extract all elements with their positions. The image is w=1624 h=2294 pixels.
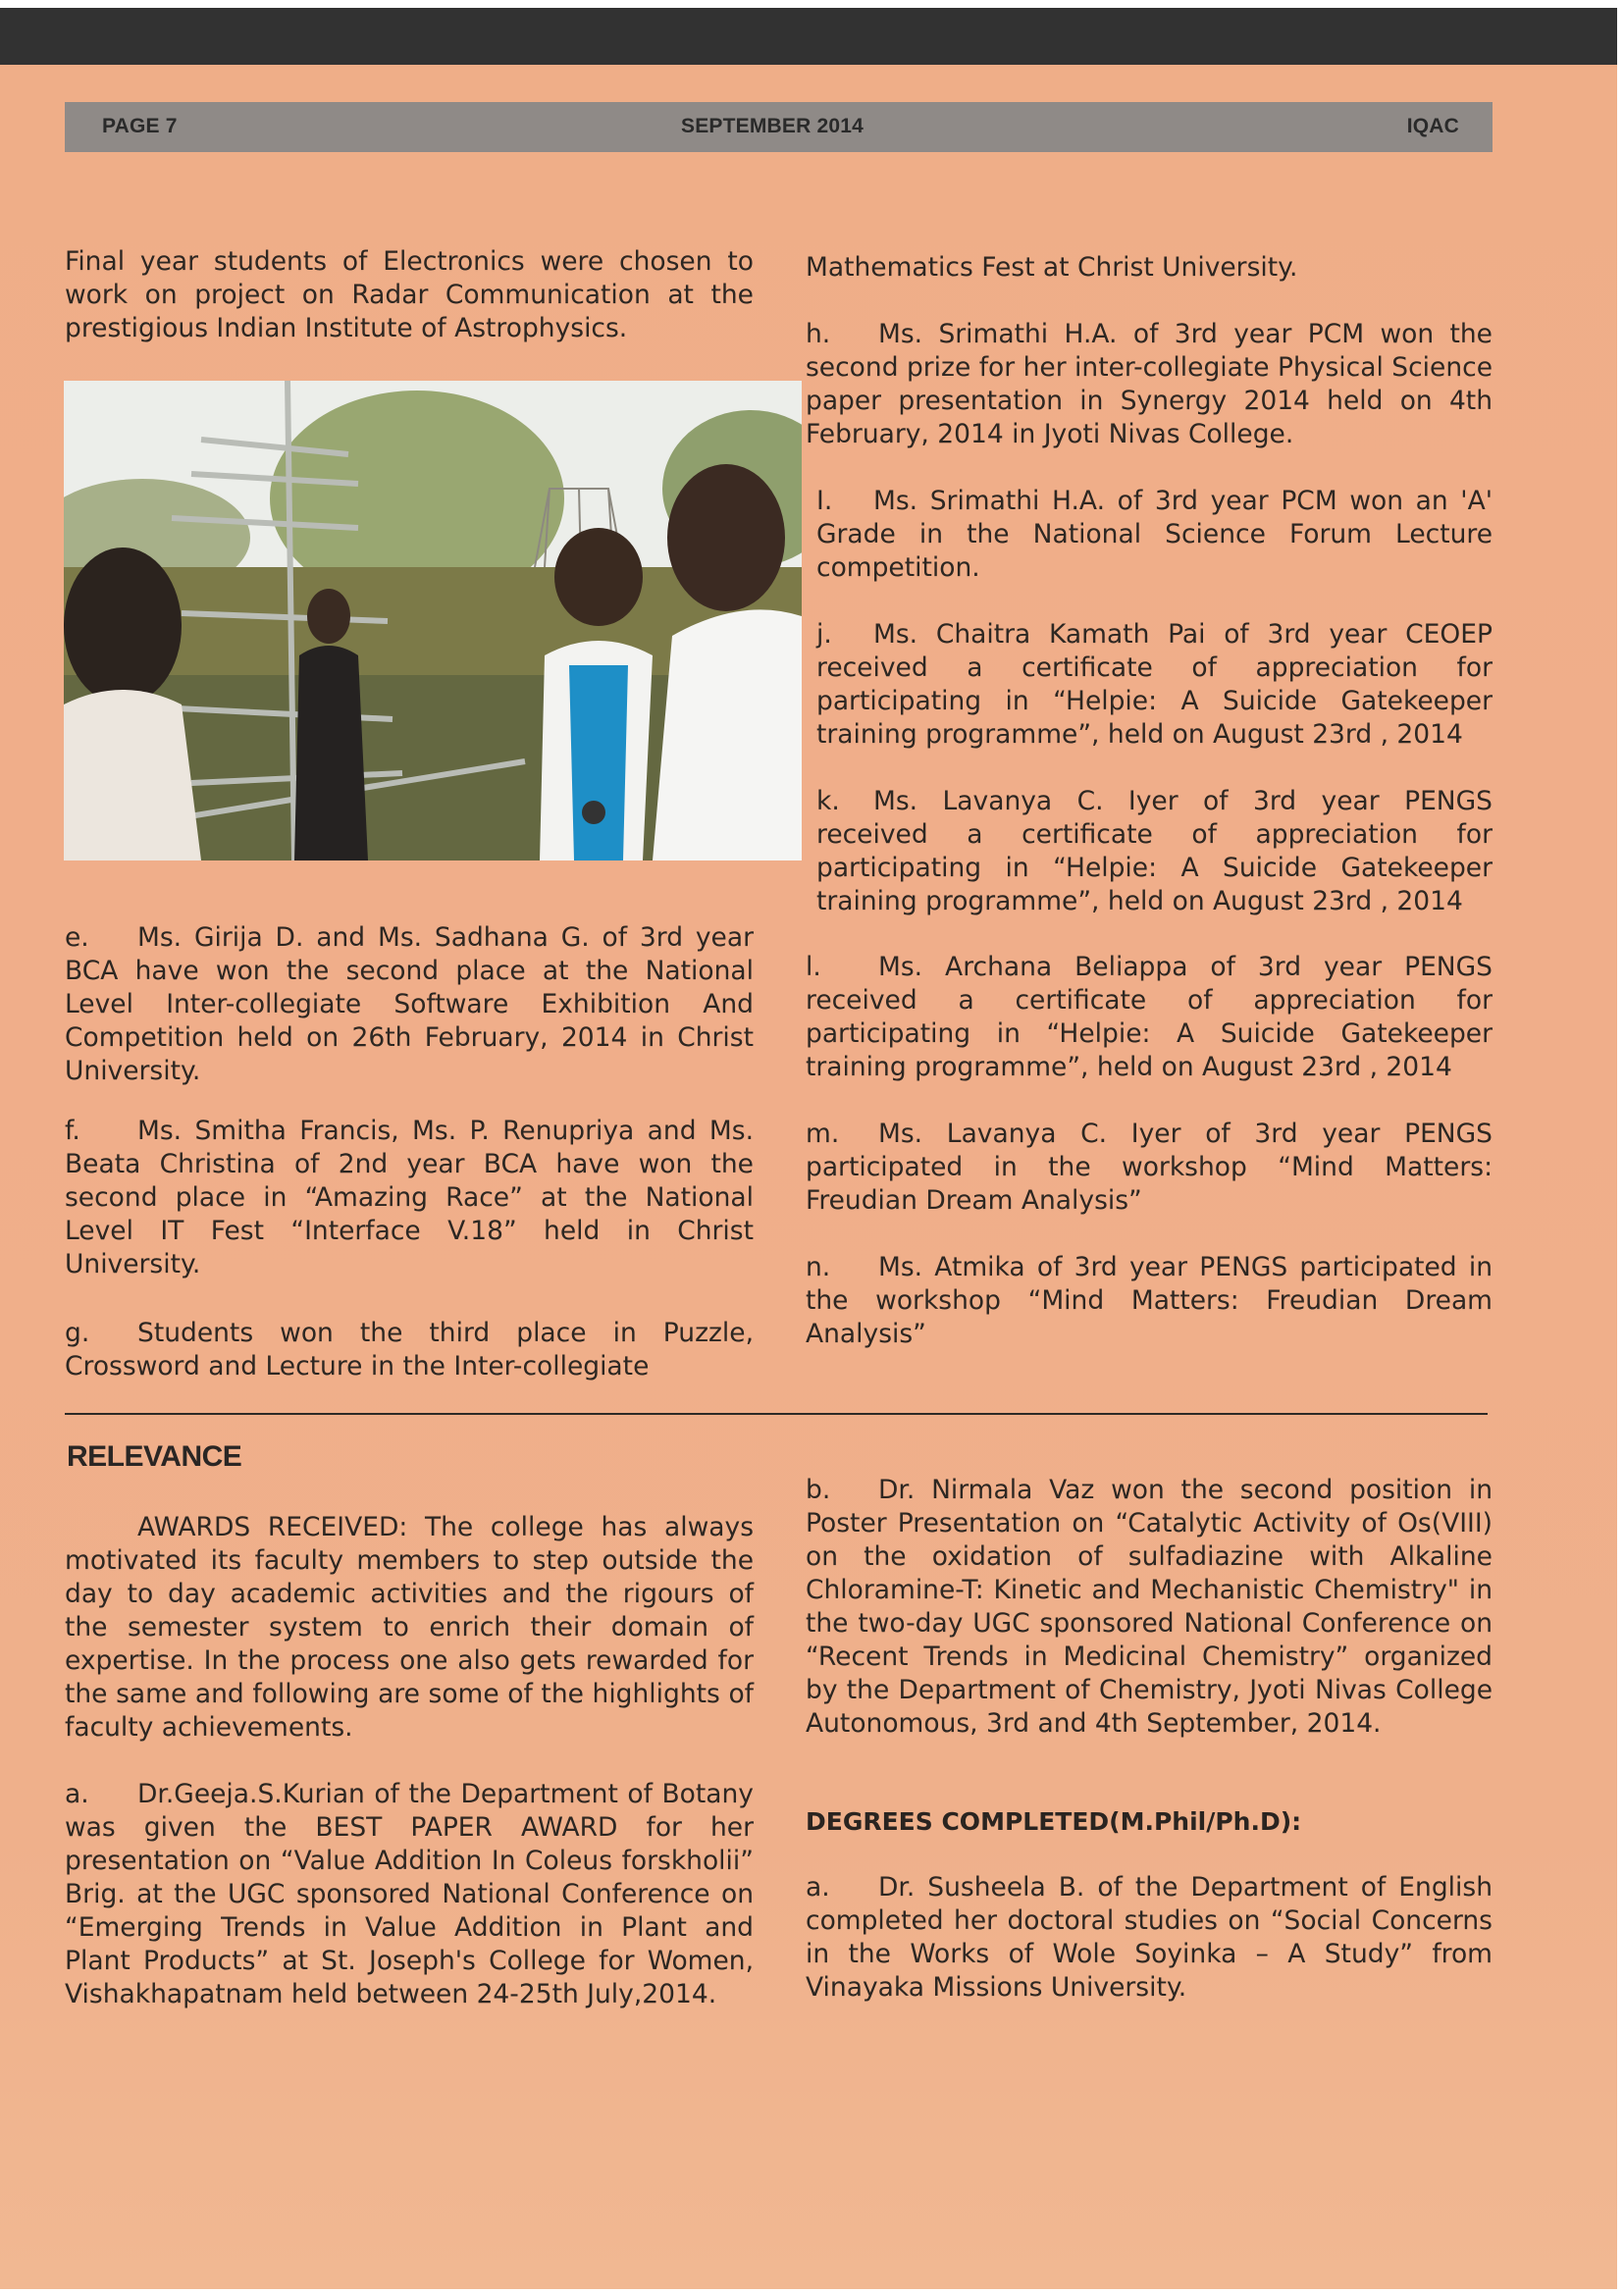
item-label: I.: [816, 486, 833, 516]
achievement-item-g: [65, 1317, 754, 1383]
item-text: Dr.Geeja.S.Kurian of the Department of Botany was given the BEST PAPER AWARD for her presentation on “Value Addition In Coleus forskholii” Brig. at the UGC sponsored National Conference on “Emerging Trends in Value Addition in Plant and Plant Products” at St. Joseph's College for Women, Vishakhapatnam held between 24-25th July,2014.: [65, 1779, 754, 2009]
relevance-heading: RELEVANCE: [67, 1440, 242, 1473]
item-text: Ms. Lavanya C. Iyer of 3rd year PENGS received a certificate of appreciation for participating in “Helpie: A Suicide Gatekeeper training programme”, held on August 23rd , 2014: [816, 786, 1493, 916]
item-label: m.: [806, 1119, 840, 1149]
intro-paragraph: Final year students of Electronics were chosen to work on project on Radar Communication at the prestigious Indian Institute of Astrophysics.: [65, 246, 754, 343]
awards-intro-paragraph: [65, 1511, 754, 1745]
achievement-item-f: [65, 1115, 754, 1281]
item-label: a.: [806, 1872, 830, 1903]
item-text: Ms. Archana Beliappa of 3rd year PENGS received a certificate of appreciation for participating in “Helpie: A Suicide Gatekeeper training programme”, held on August 23rd , 2014: [806, 952, 1493, 1082]
item-text: Dr. Nirmala Vaz won the second position in Poster Presentation on “Catalytic Activity of Os(VIII) on the oxidation of sulfadiazine with Alkaline Chloramine-T: Kinetic and Mechanistic Chemistry" in the two-day UGC sponsored National Conference on “Recent Trends in Medicinal Chemistry” organized by the Department of Chemistry, Jyoti Nivas College Autonomous, 3rd and 4th September, 2014.: [806, 1475, 1493, 1739]
issue-date: SEPTEMBER 2014: [681, 115, 864, 137]
faculty-award-a: [65, 1778, 754, 2011]
achievement-item-l: [806, 951, 1493, 1084]
item-label: j.: [816, 619, 832, 650]
item-label: e.: [65, 922, 89, 953]
item-text: Ms. Atmika of 3rd year PENGS participated in the workshop “Mind Matters: Freudian Dream Analysis”: [806, 1252, 1493, 1349]
item-text: Ms. Lavanya C. Iyer of 3rd year PENGS participated in the workshop “Mind Matters: Freudian Dream Analysis”: [806, 1119, 1493, 1216]
item-text: Ms. Srimathi H.A. of 3rd year PCM won an 'A' Grade in the National Science Forum Lecture competition.: [816, 486, 1493, 583]
item-label: k.: [816, 786, 840, 816]
achievement-item-i: [816, 485, 1493, 585]
achievement-item-g-continued: [806, 251, 1493, 285]
degree-item-a: [806, 1871, 1493, 2005]
item-text: Ms. Chaitra Kamath Pai of 3rd year CEOEP received a certificate of appreciation for participating in “Helpie: A Suicide Gatekeeper training programme”, held on August 23rd , 2014: [816, 619, 1493, 750]
faculty-award-b: [806, 1474, 1493, 1741]
degrees-completed-heading: DEGREES COMPLETED(M.Phil/Ph.D):: [806, 1807, 1302, 1836]
item-text: Dr. Susheela B. of the Department of English completed her doctoral studies on “Social Concerns in the Works of Wole Soyinka – A Study” from Vinayaka Missions University.: [806, 1872, 1493, 2003]
item-label: h.: [806, 319, 831, 349]
item-text: Ms. Srimathi H.A. of 3rd year PCM won the second prize for her inter-collegiate Physical Science paper presentation in Synergy 2014 held on 4th February, 2014 in Jyoti Nivas College.: [806, 319, 1493, 449]
item-text: Mathematics Fest at Christ University.: [806, 252, 1298, 283]
item-label: l.: [806, 952, 821, 982]
achievement-item-m: [806, 1118, 1493, 1218]
achievement-item-k: [816, 785, 1493, 918]
achievement-item-h: [806, 318, 1493, 451]
top-scan-border: [0, 8, 1617, 65]
item-text: Ms. Smitha Francis, Ms. P. Renupriya and Ms. Beata Christina of 2nd year BCA have won the second place in “Amazing Race” at the National Level IT Fest “Interface V.18” held in Christ University.: [65, 1116, 754, 1279]
achievement-item-n: [806, 1251, 1493, 1351]
awards-intro-text: AWARDS RECEIVED: The college has always motivated its faculty members to step outside the day to day academic activities and the rigours of the semester system to enrich their domain of expertise. In the process one also gets rewarded for the same and following are some of the highlights of faculty achievements.: [65, 1512, 754, 1743]
radar-antenna-photo: [64, 381, 802, 860]
item-label: a.: [65, 1779, 89, 1809]
page-header: [65, 102, 1493, 152]
publisher-name: IQAC: [1406, 115, 1459, 137]
achievement-item-e: [65, 921, 754, 1088]
item-label: g.: [65, 1318, 90, 1348]
item-text: Students won the third place in Puzzle, Crossword and Lecture in the Inter-collegiate: [65, 1318, 754, 1382]
photo-illustration: [64, 381, 802, 860]
item-text: Ms. Girija D. and Ms. Sadhana G. of 3rd year BCA have won the second place at the National Level Inter-collegiate Software Exhibition And Competition held on 26th February, 2014 in Christ University.: [65, 922, 754, 1086]
item-label: n.: [806, 1252, 831, 1282]
section-divider: [65, 1413, 1488, 1415]
achievement-item-j: [816, 618, 1493, 752]
item-label: b.: [806, 1475, 831, 1505]
item-label: f.: [65, 1116, 80, 1146]
page-number: PAGE 7: [102, 115, 178, 137]
